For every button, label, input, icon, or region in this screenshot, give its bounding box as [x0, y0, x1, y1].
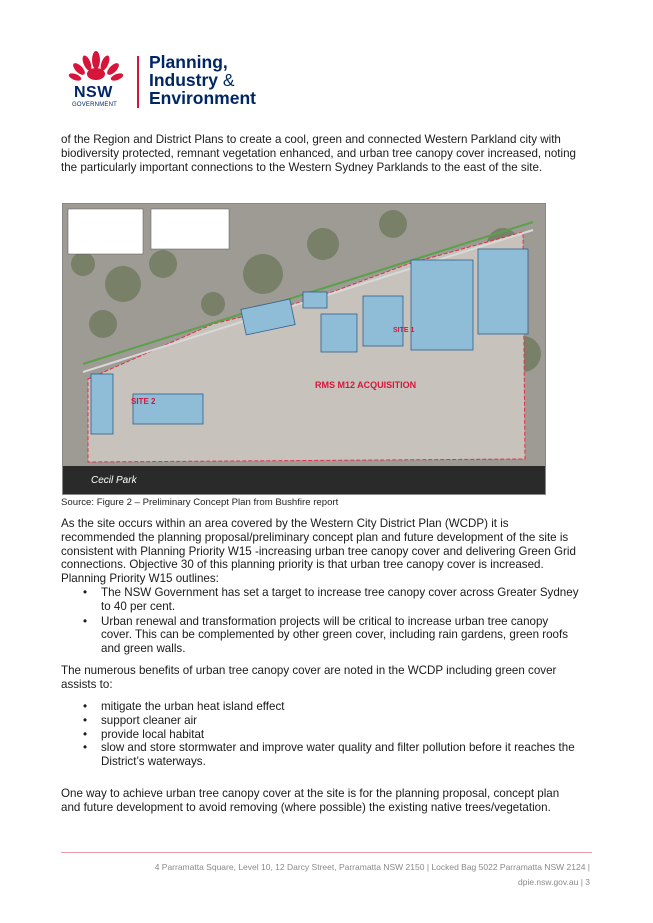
- closing-paragraph: One way to achieve urban tree canopy cover at the site is for the planning proposal, concept plan and future development to avoid removing (where possible) the existing native trees/vegetation.: [61, 787, 560, 814]
- list-item: • provide local habitat: [77, 728, 582, 742]
- acquisition-label: RMS M12 ACQUISITION: [315, 380, 417, 390]
- footer-divider: [61, 852, 592, 853]
- list-item: • support cleaner air: [77, 714, 582, 728]
- list-item: • mitigate the urban heat island effect: [77, 700, 582, 714]
- logo-divider: [137, 56, 139, 108]
- nsw-wordmark: NSW: [74, 84, 113, 101]
- plan-title-bar: Cecil Park: [91, 475, 137, 486]
- department-name: [149, 53, 256, 107]
- wcdp-paragraph: As the site occurs within an area covered by the Western City District Plan (WCDP) it is recommended the planning proposal/preliminary concept plan and future development of the site is consistent with Planning Priority W15 -increasing urban tree canopy cover and delivering Green Grid connections. Objective 30 of this planning priority is that urban tree canopy cover is increased. Planning Priority W15 outlines:: [61, 517, 576, 586]
- list-item: • The NSW Government has set a target to increase tree canopy cover across Greater Sydney to 40 per cent.: [77, 586, 582, 614]
- brand-line-2: Industry &: [149, 70, 235, 90]
- benefits-paragraph: The numerous benefits of urban tree canopy cover are noted in the WCDP including green cover assists to:: [61, 664, 557, 691]
- site2-label: SITE 2: [131, 397, 156, 406]
- list-item: • slow and store stormwater and improve water quality and filter pollution before it reaches the District’s waterways.: [77, 741, 582, 769]
- figure-caption: Source: Figure 2 – Preliminary Concept Plan from Bushfire report: [61, 497, 339, 508]
- priority-list: [77, 586, 582, 657]
- footer-page: dpie.nsw.gov.au | 3: [518, 877, 590, 887]
- site1-label: SITE 1: [393, 327, 415, 334]
- footer-address: 4 Parramatta Square, Level 10, 12 Darcy Street, Parramatta NSW 2150 | Locked Bag 5022 Parramatta NSW 2124 |: [154, 862, 590, 872]
- benefits-list: [77, 700, 582, 769]
- concept-plan-image: [63, 204, 545, 494]
- brand-line-1: Planning,: [149, 52, 228, 72]
- list-item: • Urban renewal and transformation projects will be critical to increase urban tree canopy cover. This can be complemented by other green cover, including rain gardens, green roofs and green walls.: [77, 615, 582, 656]
- intro-paragraph: of the Region and District Plans to create a cool, green and connected Western Parkland city with biodiversity protected, remnant vegetation enhanced, and urban tree canopy cover increased, noting the particularly important connections to the Western Sydney Parklands to the east of the site.: [61, 133, 576, 174]
- brand-line-3: Environment: [149, 88, 256, 108]
- logo-block: [66, 50, 286, 112]
- concept-plan-figure: [62, 203, 546, 495]
- government-wordmark: GOVERNMENT: [72, 102, 118, 108]
